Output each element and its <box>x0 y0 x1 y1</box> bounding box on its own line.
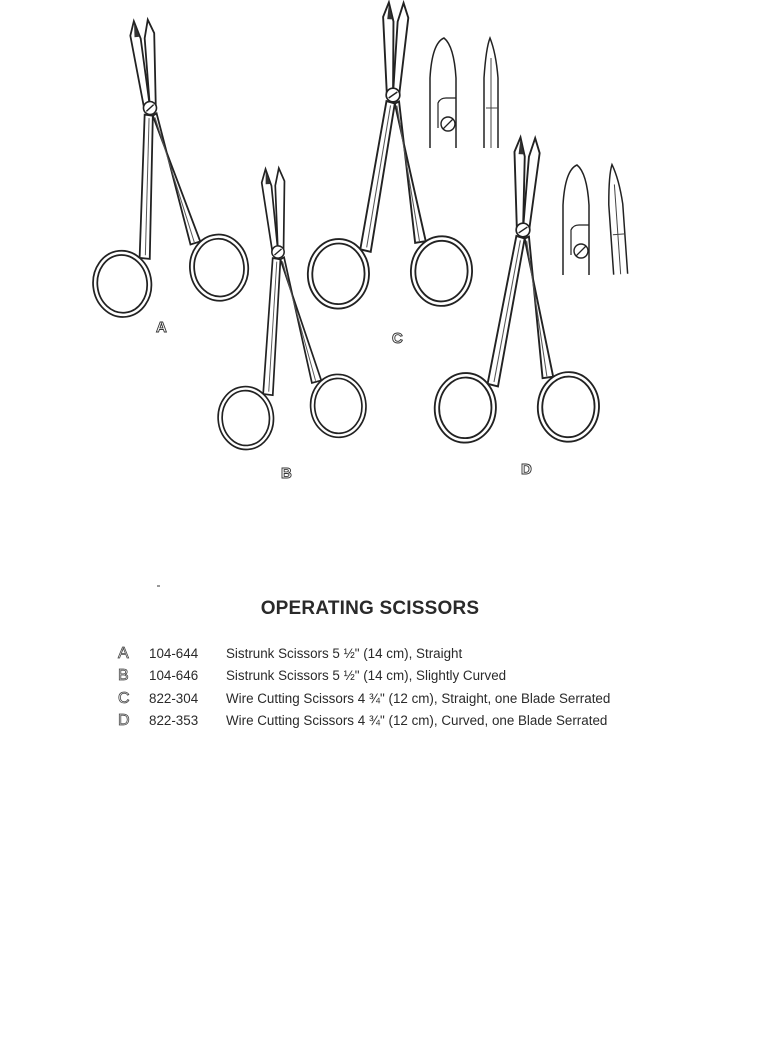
item-letter: C <box>118 690 130 707</box>
speck <box>157 585 160 587</box>
scissors-a-drawing <box>68 12 250 317</box>
blade-tip-detail-d-front <box>563 165 589 275</box>
item-description: Sistrunk Scissors 5 ½" (14 cm), Straight <box>226 646 463 661</box>
blade-tip-detail-c-side <box>484 38 498 148</box>
figure-label-d: D <box>521 461 532 478</box>
item-description: Wire Cutting Scissors 4 ¾" (12 cm), Straight, one Blade Serrated <box>226 691 611 706</box>
item-code: 104-644 <box>149 646 199 661</box>
blade-tip-detail-c-front <box>430 38 456 148</box>
blade-tip-detail-d-side <box>606 164 628 275</box>
item-code: 822-304 <box>149 691 199 706</box>
item-description: Sistrunk Scissors 5 ½" (14 cm), Slightly Curved <box>226 668 507 683</box>
item-description: Wire Cutting Scissors 4 ¾" (12 cm), Curved, one Blade Serrated <box>226 713 608 728</box>
figure-label-a: A <box>156 319 167 336</box>
item-letter: B <box>118 667 129 684</box>
figure-label-b: B <box>281 465 292 482</box>
scissors-c-drawing <box>309 0 479 311</box>
scissors-illustration <box>0 0 780 520</box>
figure-label-c: C <box>392 330 403 347</box>
item-letter: A <box>118 645 129 662</box>
item-letter: D <box>118 712 130 729</box>
item-code: 104-646 <box>149 668 199 683</box>
page-title: OPERATING SCISSORS <box>260 598 480 619</box>
item-code: 822-353 <box>149 713 199 728</box>
